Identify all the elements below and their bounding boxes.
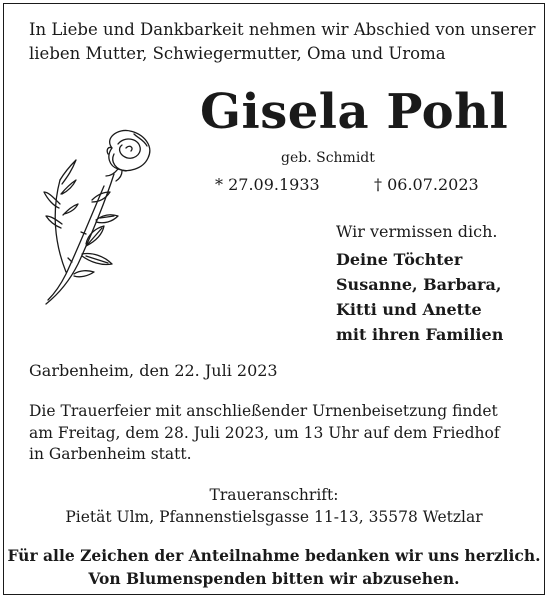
mourners-line: Kitti und Anette bbox=[336, 300, 482, 319]
address-label: Traueranschrift: bbox=[209, 486, 339, 504]
place-date: Garbenheim, den 22. Juli 2023 bbox=[29, 361, 278, 380]
service-line-1: Die Trauerfeier mit anschließender Urnenbeisetzung findet bbox=[29, 402, 498, 420]
deceased-name: Gisela Pohl bbox=[200, 84, 509, 140]
mourners-line: mit ihren Familien bbox=[336, 325, 504, 344]
maiden-name: geb. Schmidt bbox=[281, 150, 375, 166]
intro-line-2: lieben Mutter, Schwiegermutter, Oma und Uroma bbox=[29, 44, 446, 63]
birth-date: * 27.09.1933 bbox=[215, 175, 320, 194]
rose-illustration-icon bbox=[26, 124, 156, 309]
death-date: † 06.07.2023 bbox=[374, 175, 479, 194]
mourners-line: Deine Töchter bbox=[336, 250, 463, 269]
address-value: Pietät Ulm, Pfannenstielsgasse 11-13, 35578 Wetzlar bbox=[65, 508, 483, 526]
service-line-3: in Garbenheim statt. bbox=[29, 445, 192, 463]
obituary-card bbox=[3, 3, 545, 595]
closing-note bbox=[4, 544, 544, 590]
closing-line-1: Für alle Zeichen der Anteilnahme bedanken wir uns herzlich. bbox=[7, 546, 541, 565]
service-line-2: am Freitag, dem 28. Juli 2023, um 13 Uhr auf dem Friedhof bbox=[29, 423, 500, 442]
intro-text bbox=[29, 18, 536, 66]
closing-line-2: Von Blumenspenden bitten wir abzusehen. bbox=[88, 569, 460, 588]
mourners-message: Wir vermissen dich. bbox=[336, 222, 498, 241]
service-notice bbox=[29, 401, 500, 466]
mourners-line: Susanne, Barbara, bbox=[336, 275, 502, 294]
mourners-signature bbox=[336, 247, 503, 347]
intro-line-1: In Liebe und Dankbarkeit nehmen wir Abschied von unserer bbox=[29, 20, 536, 39]
